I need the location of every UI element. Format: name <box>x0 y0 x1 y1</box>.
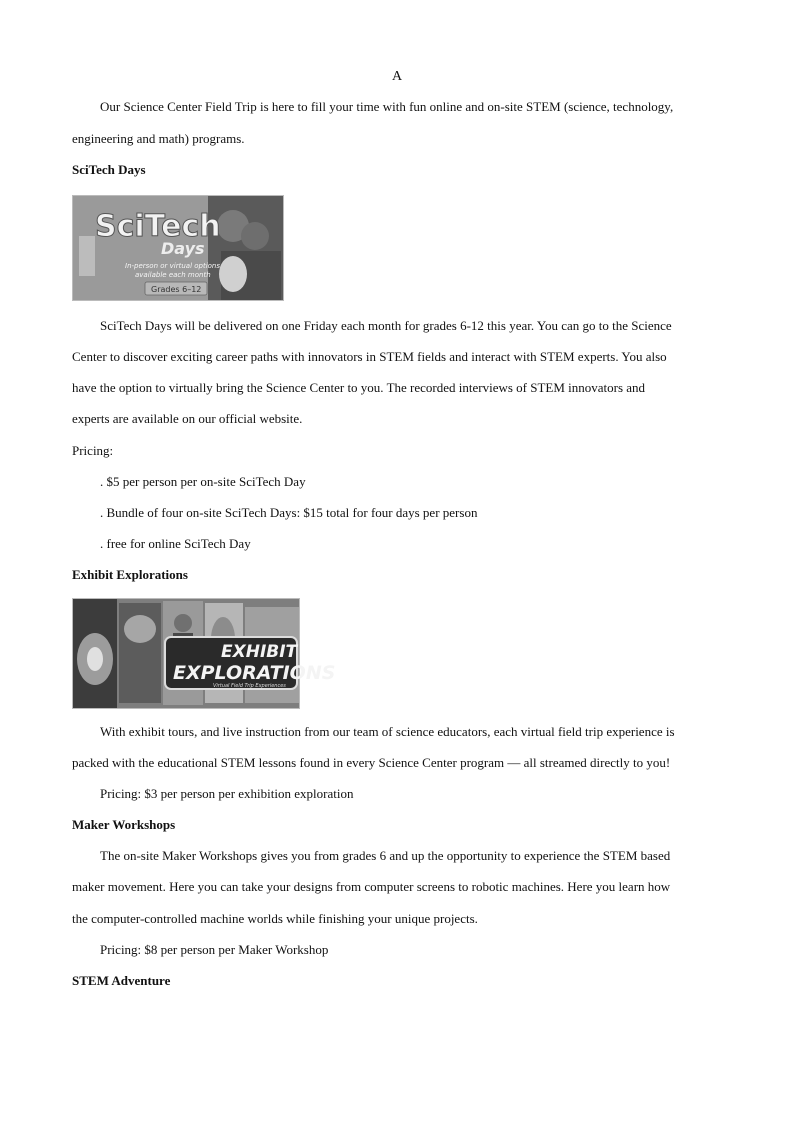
price-item: . $5 per person per on-site SciTech Day <box>100 474 306 489</box>
maker-para-line-2: maker movement. Here you can take your designs from computer screens to robotic machines. Here you learn how <box>72 879 671 894</box>
intro-line-1: Our Science Center Field Trip is here to fill your time with fun online and on-site STEM (science, technology, <box>100 99 674 114</box>
exhibit-logo-word-2: EXPLORATIONS <box>173 662 336 684</box>
scitech-logo-text: SciTech <box>95 209 221 244</box>
scitech-tagline-1: In-person or virtual options <box>125 262 221 270</box>
scitech-days-image <box>72 195 284 301</box>
passage-label: A <box>391 69 403 84</box>
scitech-pricing-label: Pricing: <box>72 443 114 458</box>
exhibit-logo-word-1: EXHIBIT <box>221 642 298 662</box>
heading-stem-adventure: STEM Adventure <box>72 973 171 988</box>
exhibit-para-line-2: packed with the educational STEM lessons found in every Science Center program — all streamed directly to you! <box>72 755 671 770</box>
heading-exhibit-explorations: Exhibit Explorations <box>72 567 188 582</box>
scitech-grades-badge: Grades 6–12 <box>151 285 202 294</box>
scitech-para-line-3: have the option to virtually bring the Science Center to you. The recorded interviews of STEM innovators and <box>72 380 646 395</box>
exhibit-explorations-image <box>72 598 336 709</box>
scitech-para-line-1: SciTech Days will be delivered on one Friday each month for grades 6-12 this year. You can go to the Science <box>100 318 672 333</box>
heading-scitech-days: SciTech Days <box>72 162 146 177</box>
exhibit-pricing: Pricing: $3 per person per exhibition exploration <box>100 786 354 801</box>
intro-line-2: engineering and math) programs. <box>72 131 245 146</box>
maker-para-line-3: the computer-controlled machine worlds while finishing your unique projects. <box>72 911 478 926</box>
exhibit-para-line-1: With exhibit tours, and live instruction from our team of science educators, each virtual field trip experience is <box>100 724 675 739</box>
scitech-logo-days: Days <box>161 239 205 258</box>
scitech-para-line-4: experts are available on our official website. <box>72 411 303 426</box>
price-item: . free for online SciTech Day <box>100 536 251 551</box>
price-item: . Bundle of four on-site SciTech Days: $15 total for four days per person <box>100 505 478 520</box>
maker-pricing: Pricing: $8 per person per Maker Workshop <box>100 942 329 957</box>
heading-maker-workshops: Maker Workshops <box>72 817 176 832</box>
scitech-para-line-2: Center to discover exciting career paths with innovators in STEM fields and interact with STEM experts. You also <box>72 349 667 364</box>
scitech-tagline-2: available each month <box>135 271 211 279</box>
maker-para-line-1: The on-site Maker Workshops gives you from grades 6 and up the opportunity to experience the STEM based <box>100 848 671 863</box>
exhibit-logo-subtitle: Virtual Field Trip Experiences <box>213 683 286 689</box>
